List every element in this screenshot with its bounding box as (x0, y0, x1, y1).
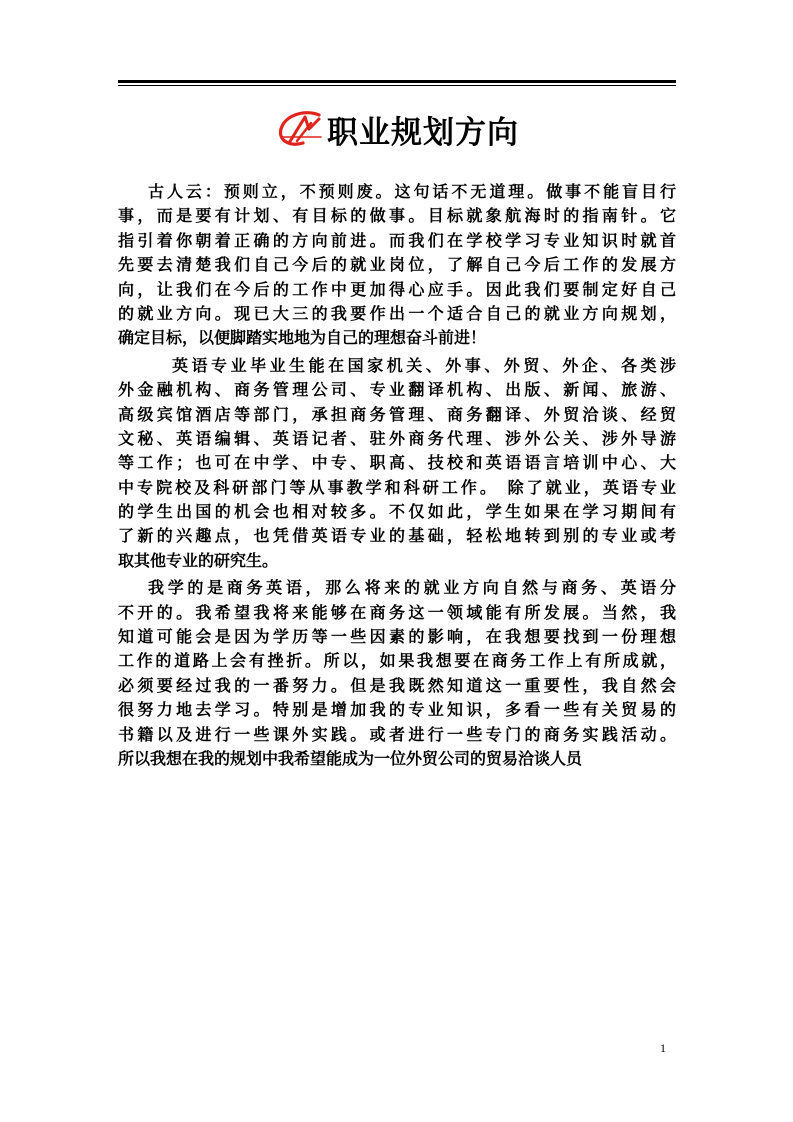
text-line: 事，而是要有计划、有目标的做事。目标就象航海时的指南针。它 (118, 206, 676, 226)
text-line: 高级宾馆酒店等部门，承担商务管理、商务翻译、外贸洽谈、经贸 (118, 404, 676, 424)
text-line: 取其他专业的研究生。 (118, 550, 279, 570)
page-number: 1 (660, 1041, 666, 1055)
text-line: 了新的兴趣点，也凭借英语专业的基础，轻松地转到别的专业或考 (118, 526, 676, 546)
text-line: 确定目标，以便脚踏实地地为自己的理想奋斗前进！ (118, 328, 487, 348)
text-line: 必须要经过我的一番努力。但是我既然知道这一重要性，我自然会 (118, 675, 676, 695)
header-rule-thin (118, 85, 676, 86)
text-line: 知道可能会是因为学历等一些因素的影响，在我想要找到一份理想 (118, 627, 676, 647)
text-line: 向，让我们在今后的工作中更加得心应手。因此我们要制定好自己 (118, 279, 676, 299)
title-row (118, 104, 676, 154)
text-line: 所以我想在我的规划中我希望能成为一位外贸公司的贸易洽谈人员 (118, 748, 583, 768)
text-line: 文秘、英语编辑、英语记者、驻外商务代理、涉外公关、涉外导游 (118, 428, 676, 448)
body-text (118, 180, 676, 771)
text-line: 工作的道路上会有挫折。所以，如果我想要在商务工作上有所成就， (118, 651, 676, 671)
paragraph (118, 354, 676, 574)
text-line: 古人云：预则立，不预则废。这句话不无道理。做事不能盲目行 (148, 182, 676, 201)
text-line: 我学的是商务英语，那么将来的就业方向自然与商务、英语分 (148, 578, 676, 598)
text-line: 书籍以及进行一些课外实践。或者进行一些专门的商务实践活动。 (118, 724, 676, 744)
text-line: 指引着你朝着正确的方向前进。而我们在学校学习专业知识时就首 (118, 230, 676, 250)
text-line: 英语专业毕业生能在国家机关、外事、外贸、外企、各类涉 (172, 355, 676, 375)
header-rule-thick (118, 80, 676, 83)
red-swoosh-logo-icon (275, 107, 325, 151)
text-line: 的学生出国的机会也相对较多。不仅如此，学生如果在学习期间有 (118, 502, 676, 522)
text-line: 很努力地去学习。特别是增加我的专业知识，多看一些有关贸易的 (118, 700, 676, 720)
paragraph (118, 576, 676, 771)
text-line: 中专院校及科研部门等从事教学和科研工作。 除了就业，英语专业 (118, 477, 676, 497)
text-line: 等工作；也可在中学、中专、职高、技校和英语语言培训中心、大 (118, 453, 676, 473)
text-line: 不开的。我希望我将来能够在商务这一领域能有所发展。当然，我 (118, 602, 676, 622)
text-line: 外金融机构、商务管理公司、专业翻译机构、出版、新闻、旅游、 (118, 380, 676, 400)
paragraph (118, 180, 676, 351)
text-line: 先要去清楚我们自己今后的就业岗位，了解自己今后工作的发展方 (118, 255, 676, 275)
page-title: 职业规划方向 (327, 114, 519, 151)
text-line: 的就业方向。现已大三的我要作出一个适合自己的就业方向规划， (118, 303, 676, 323)
